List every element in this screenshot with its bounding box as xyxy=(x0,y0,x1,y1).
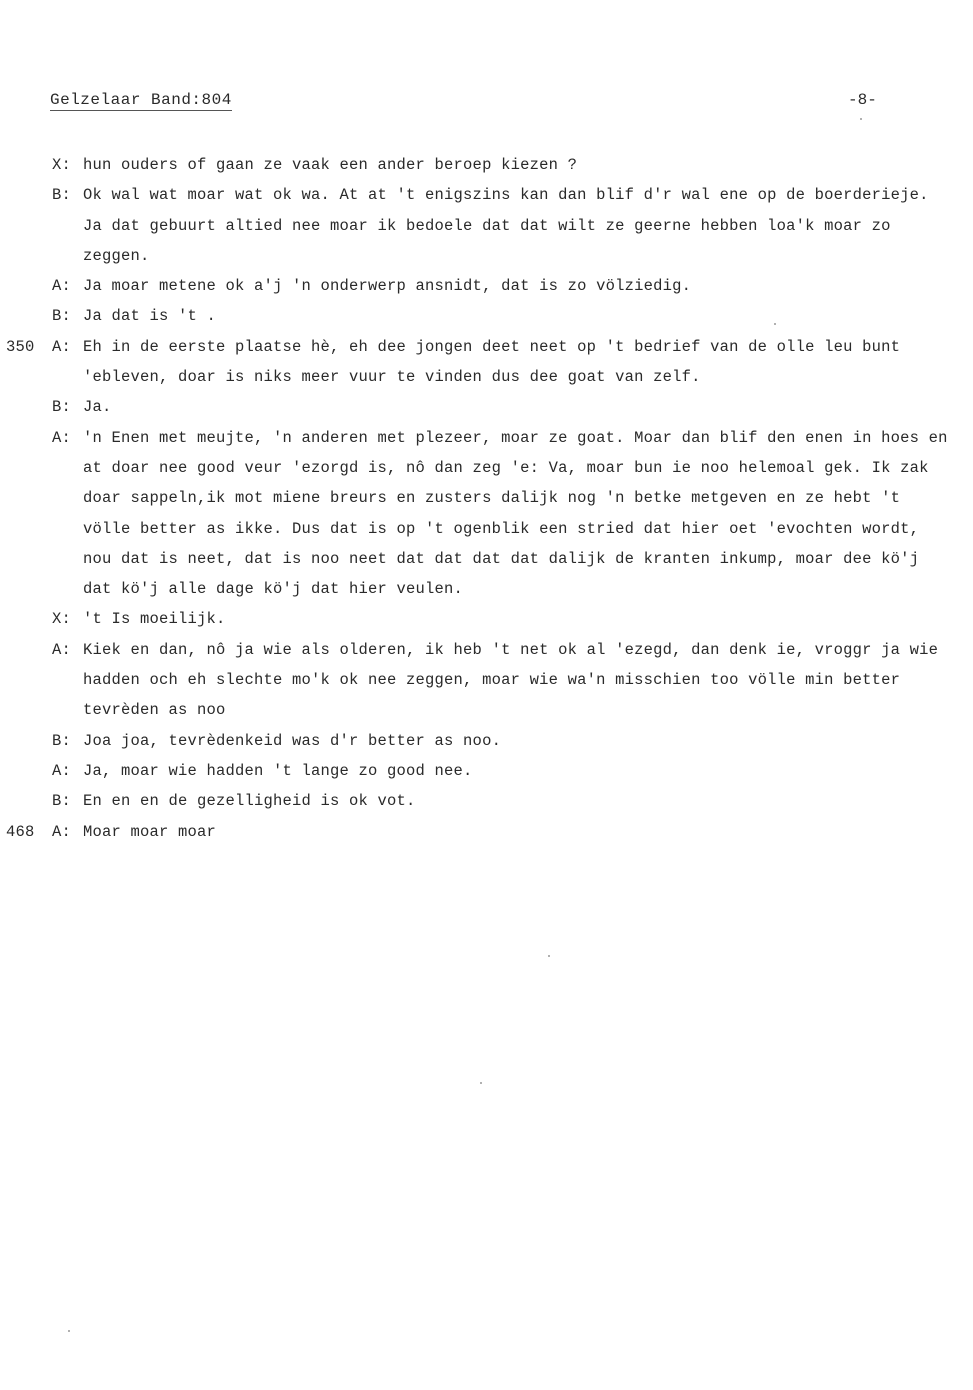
utterance-text: Eh in de eerste plaatse hè, eh dee jongen deet neet op 't bedrief van de olle leu bunt 'ebleven, doar is niks meer vuur te vinden dus dee goat van zelf. xyxy=(83,337,901,387)
transcript-turn xyxy=(0,786,973,816)
speaker-label: B: xyxy=(52,398,72,417)
utterance-text: hun ouders of gaan ze vaak een ander beroep kiezen ? xyxy=(83,156,578,174)
utterance-text: Ja. xyxy=(83,398,112,417)
scan-speck xyxy=(548,955,550,957)
speaker-label: A: xyxy=(52,761,72,780)
scan-speck xyxy=(68,1330,70,1332)
transcript-turn xyxy=(0,604,973,634)
document-title: Gelzelaar Band:804 xyxy=(50,91,232,109)
transcript-turn xyxy=(0,756,973,786)
transcript-body xyxy=(0,150,973,847)
utterance-text: Ja moar metene ok a'j 'n onderwerp ansnidt, dat is zo völziedig. xyxy=(83,277,692,296)
page-number: -8- xyxy=(848,91,877,109)
transcript-turn xyxy=(0,180,973,271)
speaker-label: A: xyxy=(52,822,72,841)
line-number: 468 xyxy=(6,822,35,841)
scan-speck xyxy=(860,118,862,120)
transcript-turn xyxy=(0,635,973,726)
utterance-text: 'n Enen met meujte, 'n anderen met plezeer, moar ze goat. Moar dan blif den enen in hoes en at doar nee good veur 'ezorgd is, nô dan zeg 'e: Va, moar bun ie noo helemoal gek. Ik zak doar sappeln,ik mot miene breurs en zusters dalijk nog 'n betke metgeven en ze hebt 't völle better as ikke. Dus dat is op 't ogenblik een stried dat hier oet 'evochten wordt, nou dat is neet, dat is noo neet dat dat dat dat dalijk de kranten inkump, moar dee kö'j dat kö'j alle dage kö'j dat hier veulen. xyxy=(83,428,948,599)
transcript-turn xyxy=(0,301,973,331)
transcript-turn xyxy=(0,392,973,422)
speaker-label: A: xyxy=(52,277,72,296)
line-number: 350 xyxy=(6,337,35,356)
transcript-turn xyxy=(0,726,973,756)
speaker-label: B: xyxy=(52,792,72,811)
utterance-text: En en en de gezelligheid is ok vot. xyxy=(83,792,416,811)
utterance-text: Ja dat is 't . xyxy=(83,307,217,326)
transcript-turn xyxy=(0,150,973,180)
speaker-label: A: xyxy=(52,640,72,659)
transcript-turn xyxy=(0,817,973,847)
utterance-text: Kiek en dan, nô ja wie als olderen, ik heb 't net ok al 'ezegd, dan denk ie, vroggr ja wie hadden och eh slechte mo'k ok nee zeggen, moar wie wa'n misschien too völle min better tevrèden as noo xyxy=(83,640,939,720)
utterance-text: Ja, moar wie hadden 't lange zo good nee. xyxy=(83,761,473,780)
speaker-label: B: xyxy=(52,186,72,205)
scan-speck xyxy=(480,1082,482,1084)
transcript-turn xyxy=(0,423,973,605)
speaker-label: X: xyxy=(52,156,72,174)
speaker-label: B: xyxy=(52,307,72,326)
speaker-label: A: xyxy=(52,428,72,447)
utterance-text: Joa joa, tevrèdenkeid was d'r better as noo. xyxy=(83,731,502,750)
speaker-label: X: xyxy=(52,610,72,629)
speaker-label: B: xyxy=(52,731,72,750)
utterance-text: 't Is moeilijk. xyxy=(83,610,226,629)
transcript-turn xyxy=(0,271,973,301)
utterance-text: Moar moar moar xyxy=(83,822,217,841)
speaker-label: A: xyxy=(52,337,72,356)
utterance-text: Ok wal wat moar wat ok wa. At at 't enigszins kan dan blif d'r wal ene op de boerderieje. Ja dat gebuurt altied nee moar ik bedoele dat dat wilt ze geerne hebben loa'k moar zo zeggen. xyxy=(83,186,929,265)
transcript-turn xyxy=(0,332,973,393)
scan-speck xyxy=(774,323,776,325)
